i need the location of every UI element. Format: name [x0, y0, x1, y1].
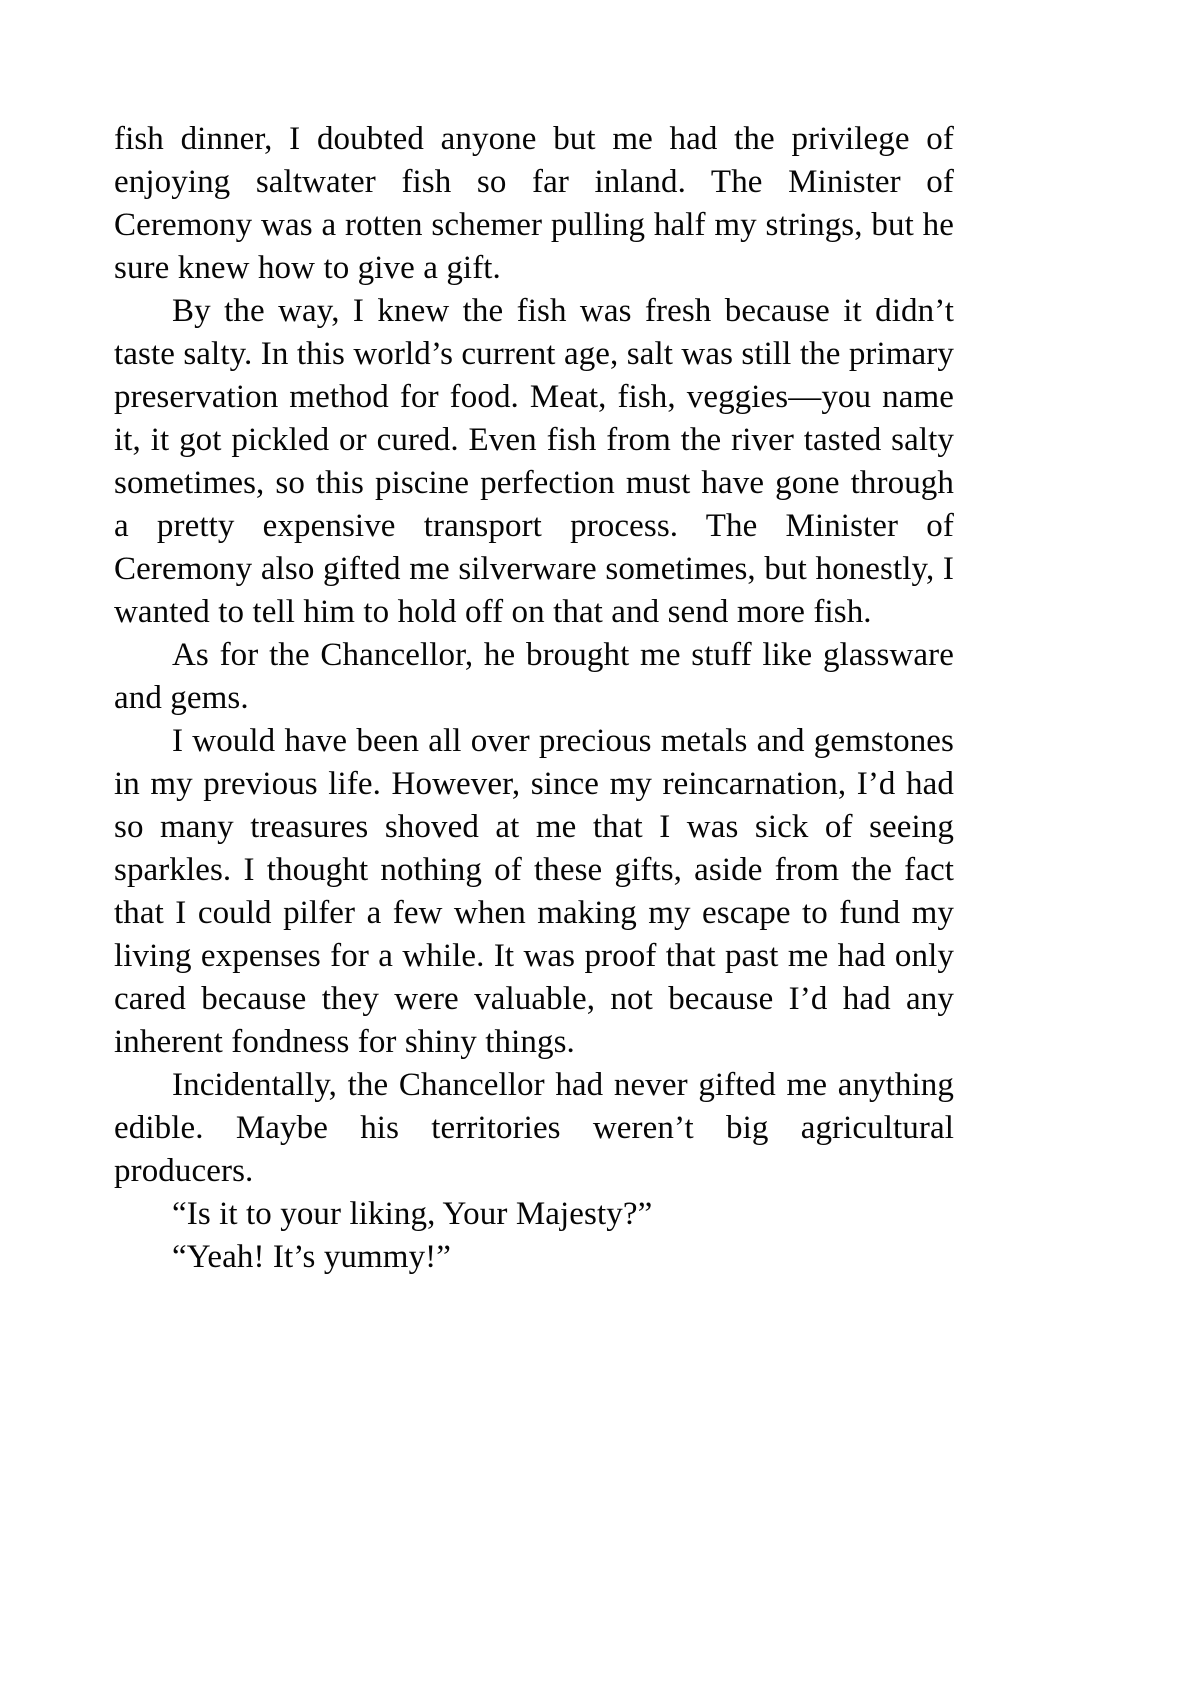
book-page: [114, 118, 954, 1279]
paragraph: By the way, I knew the fish was fresh because it didn’t taste salty. In this world’s current age, salt was still the primary preservation method for food. Meat, fish, veggies—you name it, it got pickled or cured. Even fish from the river tasted salty sometimes, so this piscine perfection must have gone through a pretty expensive transport process. The Minister of Ceremony also gifted me silverware sometimes, but honestly, I wanted to tell him to hold off on that and send more fish.: [114, 293, 954, 630]
paragraph: I would have been all over precious metals and gemstones in my previous life. However, since my reincarnation, I’d had so many treasures shoved at me that I was sick of seeing sparkles. I thought nothing of these gifts, aside from the fact that I could pilfer a few when making my escape to fund my living expenses for a while. It was proof that past me had only cared because they were valuable, not because I’d had any inherent fondness for shiny things.: [114, 723, 954, 1060]
paragraph: Incidentally, the Chancellor had never gifted me anything edible. Maybe his territories weren’t big agricultural producers.: [114, 1067, 954, 1189]
paragraph: fish dinner, I doubted anyone but me had the privilege of enjoying saltwater fish so far inland. The Minister of Ceremony was a rotten schemer pulling half my strings, but he sure knew how to give a gift.: [114, 121, 954, 286]
dialogue-line: “Yeah! It’s yummy!”: [172, 1239, 451, 1275]
dialogue-line: “Is it to your liking, Your Majesty?”: [172, 1196, 653, 1232]
paragraph: As for the Chancellor, he brought me stuff like glassware and gems.: [114, 637, 954, 716]
